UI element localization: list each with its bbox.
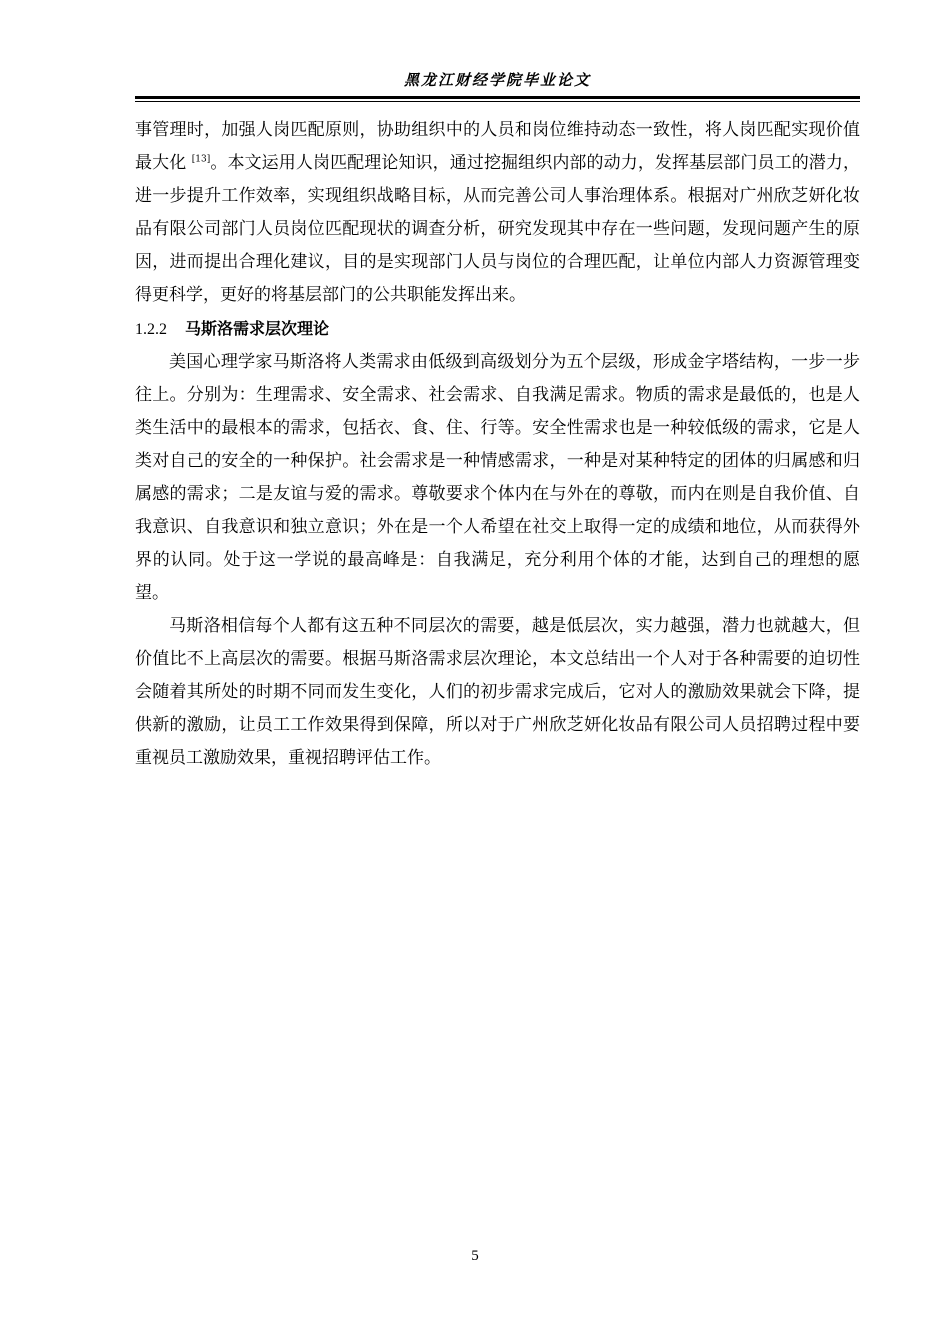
- section-title: 马斯洛需求层次理论: [185, 319, 330, 338]
- paragraph-text: 事管理时，加强人岗匹配原则，协助组织中的人员和岗位维持动态一致性，将人岗匹配实现价值最大化: [135, 120, 860, 173]
- body-paragraph: 美国心理学家马斯洛将人类需求由低级到高级划分为五个层级，形成金字塔结构，一步一步往上。分别为：生理需求、安全需求、社会需求、自我满足需求。物质的需求是最低的，也是人类生活中的最根本的需求，包括衣、食、住、行等。安全性需求也是一种较低级的需求，它是人类对自己的安全的一种保护。社会需求是一种情感需求，一种是对某种特定的团体的归属感和归属感的需求；二是友谊与爱的需求。尊敬要求个体内在与外在的尊敬，而内在则是自我价值、自我意识、自我意识和独立意识；外在是一个人希望在社交上取得一定的成绩和地位，从而获得外界的认同。处于这一学说的最高峰是：自我满足，充分利用个体的才能，达到自己的理想的愿望。: [135, 352, 860, 603]
- citation-marker: [13]: [191, 154, 211, 165]
- page-body: [135, 114, 860, 775]
- body-paragraph: 马斯洛相信每个人都有这五种不同层次的需要，越是低层次，实力越强，潜力也就越大，但价值比不上高层次的需要。根据马斯洛需求层次理论，本文总结出一个人对于各种需要的迫切性会随着其所处的时期不同而发生变化，人们的初步需求完成后，它对人的激励效果就会下降，提供新的激励，让员工工作效果得到保障，所以对于广州欣芝妍化妆品有限公司人员招聘过程中要重视员工激励效果，重视招聘评估工作。: [135, 616, 860, 768]
- section-heading: [135, 312, 860, 346]
- header-rule-thin: [135, 101, 860, 102]
- header-rule-thick: [135, 96, 860, 99]
- body-paragraph-continued: [135, 114, 860, 312]
- paragraph-text: 。本文运用人岗匹配理论知识，通过挖掘组织内部的动力，发挥基层部门员工的潜力，进一步提升工作效率，实现组织战略目标，从而完善公司人事治理体系。根据对广州欣芝妍化妆品有限公司部门人员岗位匹配现状的调查分析，研究发现其中存在一些问题，发现问题产生的原因，进而提出合理化建议，目的是实现部门人员与岗位的合理匹配，让单位内部人力资源管理变得更科学，更好的将基层部门的公共职能发挥出来。: [135, 153, 860, 305]
- section-number: 1.2.2: [135, 321, 167, 338]
- running-header: 黑龙江财经学院毕业论文: [403, 71, 591, 89]
- page-number: 5: [471, 1248, 479, 1264]
